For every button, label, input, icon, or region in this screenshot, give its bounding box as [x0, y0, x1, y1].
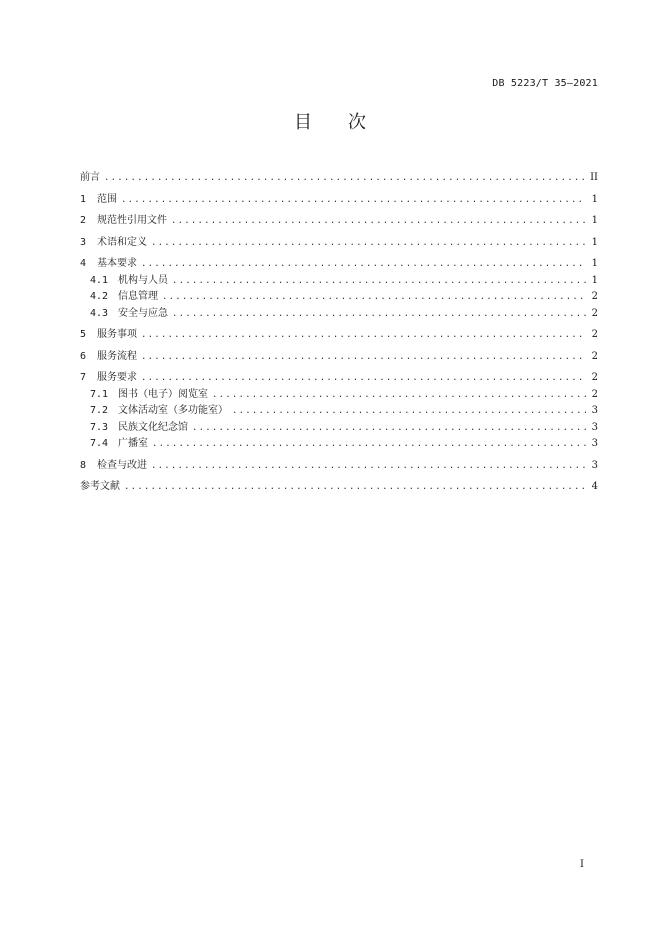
- toc-entry-text: 民族文化纪念馆: [118, 421, 188, 433]
- toc-leader-dots: [172, 306, 586, 323]
- toc-leader-dots: [151, 235, 586, 252]
- toc-entry-text: 前言: [80, 172, 100, 183]
- toc-entry-foreword[interactable]: [80, 170, 598, 187]
- toc-entry-text: 信息管理: [118, 291, 158, 302]
- toc-entry-number: 7: [80, 372, 87, 383]
- toc-entry-page: 2: [591, 372, 598, 383]
- toc-leader-dots: [141, 327, 586, 344]
- toc-entry-page: 3: [591, 459, 598, 471]
- toc-entry-7[interactable]: [80, 370, 598, 387]
- toc-entry-7-3[interactable]: [80, 420, 598, 437]
- toc-entry-page: 1: [591, 215, 598, 226]
- toc-entry-4-1[interactable]: [80, 273, 598, 290]
- toc-entry-number: 1: [80, 193, 87, 205]
- toc-entry-page: 1: [591, 236, 598, 248]
- toc-title: [0, 108, 662, 134]
- toc-leader-dots: [172, 273, 586, 290]
- toc-entry-page: 1: [591, 258, 598, 269]
- toc-title-char-2: 次: [348, 112, 368, 133]
- toc-entry-7-1[interactable]: [80, 387, 598, 404]
- toc-entry-page: II: [590, 172, 598, 183]
- toc-entry-text: 文体活动室（多功能室）: [118, 405, 228, 416]
- toc-entry-number: 7.2: [90, 405, 109, 416]
- toc-leader-dots: [124, 479, 586, 496]
- toc-leader-dots: [141, 349, 586, 366]
- toc-entry-number: 3: [80, 236, 87, 248]
- toc-entry-text: 参考文献: [80, 481, 120, 492]
- toc-entry-page: 2: [591, 388, 598, 400]
- toc-leader-dots: [192, 420, 586, 437]
- toc-entry-page: 3: [591, 438, 598, 449]
- toc-entry-text: 服务要求: [97, 372, 137, 383]
- document-code: DB 5223/T 35—2021: [492, 78, 598, 89]
- toc-entry-4-3[interactable]: [80, 306, 598, 323]
- toc-entry-page: 2: [591, 291, 598, 302]
- toc-leader-dots: [141, 256, 586, 273]
- toc-entry-text: 范围: [97, 193, 117, 205]
- toc-entry-references[interactable]: [80, 479, 598, 496]
- toc-entry-3[interactable]: [80, 235, 598, 252]
- toc-entry-4[interactable]: [80, 256, 598, 273]
- toc-entry-text: 服务事项: [97, 329, 137, 340]
- toc-leader-dots: [151, 458, 586, 475]
- toc-entry-4-2[interactable]: [80, 289, 598, 306]
- toc-entry-page: 4: [591, 481, 598, 492]
- toc-leader-dots: [171, 213, 586, 230]
- toc-entry-text: 规范性引用文件: [97, 215, 167, 226]
- page-number: I: [580, 859, 584, 870]
- toc-entry-page: 2: [591, 350, 598, 362]
- toc-entry-page: 3: [591, 405, 598, 416]
- toc-entry-number: 5: [80, 329, 87, 340]
- toc-entry-text: 安全与应急: [118, 307, 168, 319]
- toc-entry-page: 2: [591, 307, 598, 319]
- toc-entry-7-2[interactable]: [80, 403, 598, 420]
- toc-entry-6[interactable]: [80, 349, 598, 366]
- toc-entry-text: 广播室: [118, 438, 148, 449]
- toc-entry-7-4[interactable]: [80, 436, 598, 453]
- toc-entry-number: 2: [80, 215, 87, 226]
- toc-entry-number: 4: [80, 258, 87, 269]
- toc-entry-number: 4.3: [90, 307, 109, 319]
- toc-entry-8[interactable]: [80, 458, 598, 475]
- toc-entry-page: 1: [591, 274, 598, 286]
- toc-entry-number: 7.3: [90, 421, 109, 433]
- toc-leader-dots: [121, 192, 586, 209]
- toc-entry-page: 3: [591, 421, 598, 433]
- toc-leader-dots: [104, 170, 586, 187]
- toc-entry-number: 4.1: [90, 274, 109, 286]
- table-of-contents: [80, 170, 598, 496]
- toc-leader-dots: [212, 387, 586, 404]
- toc-entry-number: 7.1: [90, 388, 109, 400]
- toc-entry-page: 1: [591, 193, 598, 205]
- toc-entry-number: 8: [80, 459, 87, 471]
- toc-entry-1[interactable]: [80, 192, 598, 209]
- toc-entry-page: 2: [591, 329, 598, 340]
- toc-entry-text: 检查与改进: [97, 459, 147, 471]
- toc-title-char-1: 目: [294, 112, 314, 133]
- toc-entry-text: 机构与人员: [118, 274, 168, 286]
- toc-leader-dots: [152, 436, 586, 453]
- toc-entry-text: 基本要求: [97, 258, 137, 269]
- toc-leader-dots: [232, 403, 586, 420]
- toc-leader-dots: [141, 370, 586, 387]
- toc-entry-text: 服务流程: [97, 350, 137, 362]
- toc-entry-number: 4.2: [90, 291, 109, 302]
- toc-entry-5[interactable]: [80, 327, 598, 344]
- toc-entry-text: 术语和定义: [97, 236, 147, 248]
- toc-entry-text: 图书（电子）阅览室: [118, 388, 208, 400]
- toc-leader-dots: [162, 289, 586, 306]
- toc-entry-number: 6: [80, 350, 87, 362]
- toc-entry-2[interactable]: [80, 213, 598, 230]
- toc-entry-number: 7.4: [90, 438, 109, 449]
